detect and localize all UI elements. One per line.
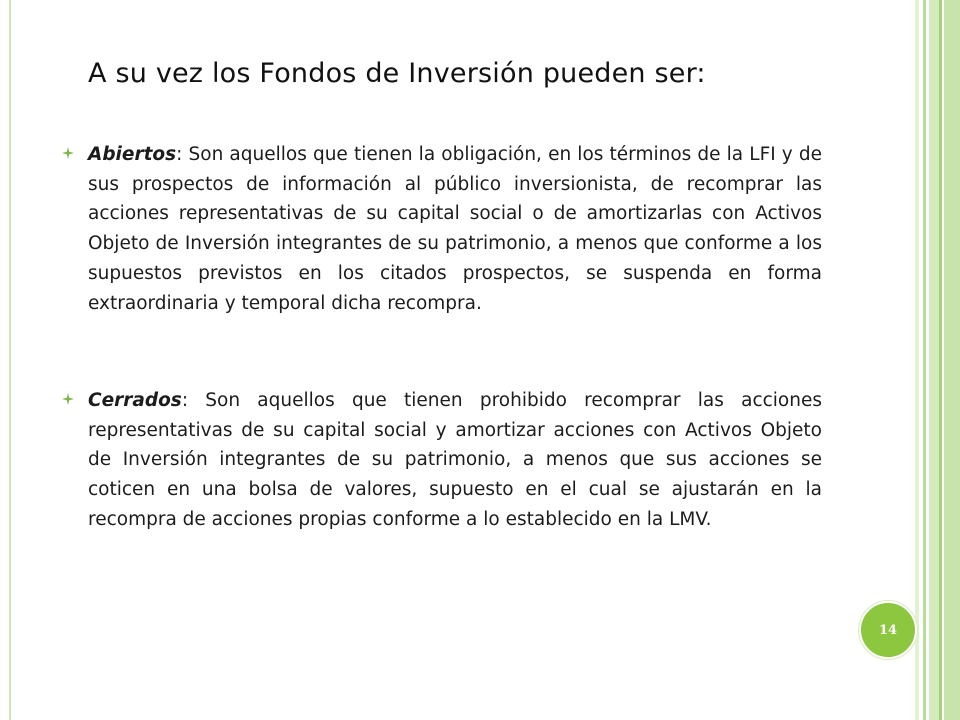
bullet-item-abiertos [62, 140, 822, 318]
stripe [915, 0, 919, 720]
stripe [929, 0, 939, 720]
bullet-item-cerrados [62, 386, 822, 535]
bullet-text [88, 386, 822, 535]
four-point-star-icon [62, 147, 74, 159]
right-decorative-stripes [915, 0, 960, 720]
stripe [939, 0, 942, 720]
four-point-star-icon [62, 393, 74, 405]
bullet-text [88, 140, 822, 318]
bullet-description: : Son aquellos que tienen la obligación, en los términos de la LFI y de sus prospectos de información al público inversionista, de recomprar las acciones representativas de su capital social o de amortizarlas con Activos Objeto de Inversión integrantes de su patrimonio, a menos que conforme a los supuestos previstos en los citados prospectos, se suspenda en forma extraordinaria y temporal dicha recompra. [88, 144, 822, 314]
bullet-term: Cerrados [88, 390, 182, 411]
bullet-term: Abiertos [88, 144, 177, 165]
page-number-badge [859, 601, 917, 659]
stripe [944, 0, 960, 720]
left-border-line [9, 0, 11, 720]
slide-title: A su vez los Fondos de Inversión pueden ser: [88, 58, 706, 89]
bullet-description: : Son aquellos que tienen prohibido recomprar las acciones representativas de su capital social y amortizar acciones con Activos Objeto de Inversión integrantes de su patrimonio, a menos que sus acciones se coticen en una bolsa de valores, supuesto en el cual se ajustarán en la recompra de acciones propias conforme a lo establecido en la LMV. [88, 390, 822, 530]
page-number: 14 [878, 622, 898, 638]
stripe [923, 0, 926, 720]
